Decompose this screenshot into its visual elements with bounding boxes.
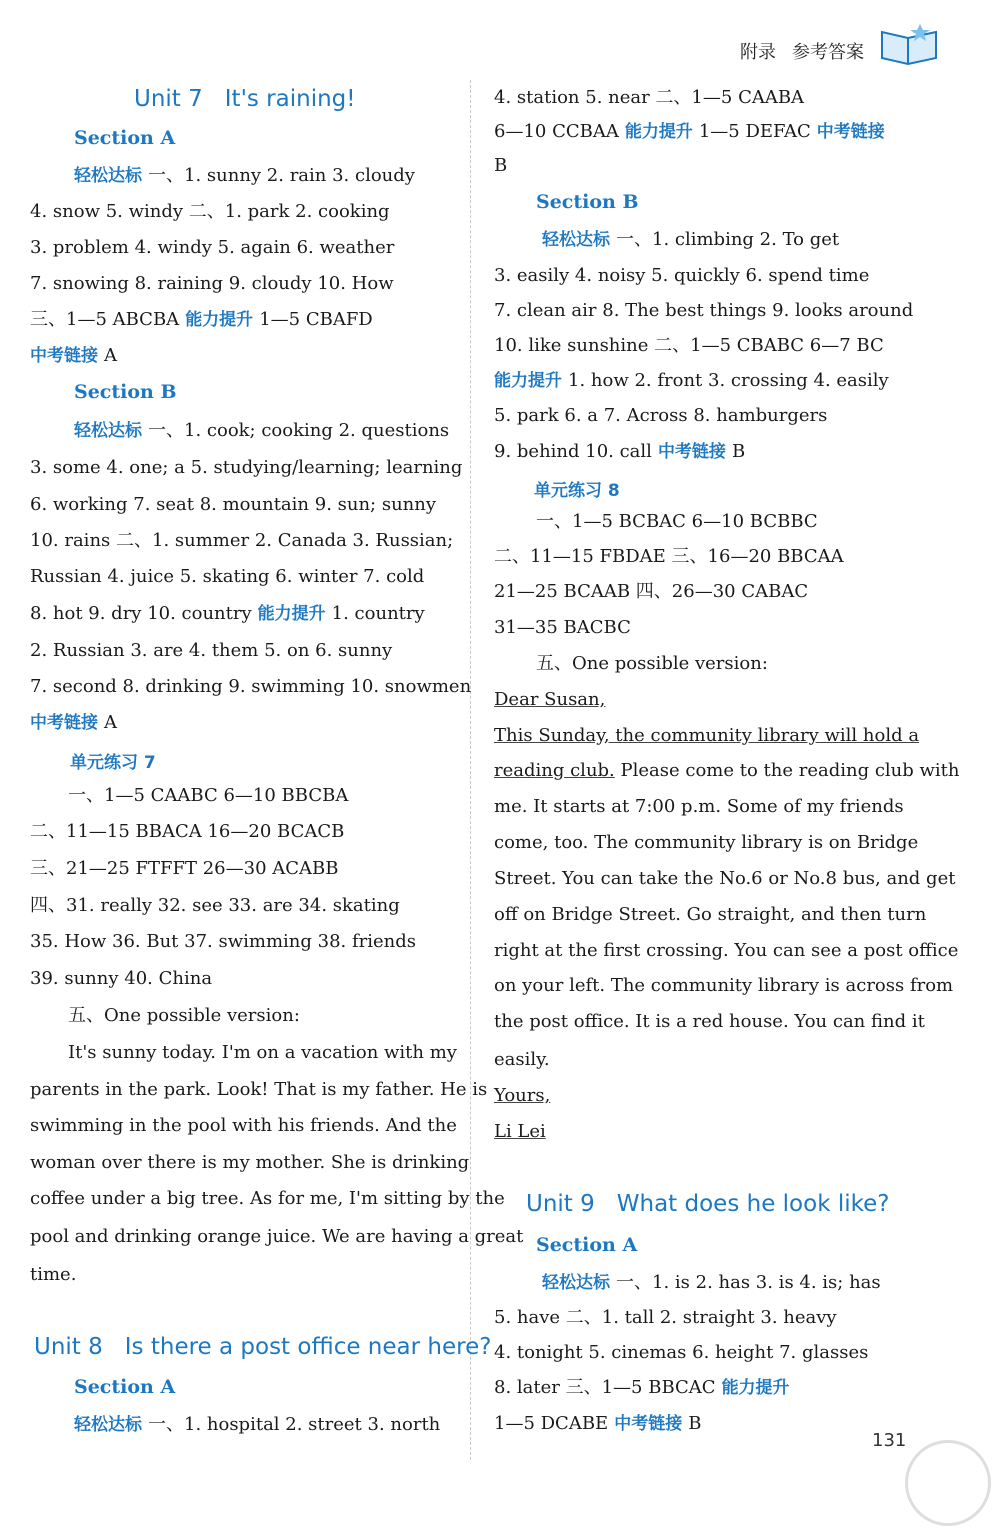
letter-line: me. It starts at 7:00 p.m. Some of my friends [494, 796, 904, 817]
unit7-essay-line: time. [30, 1264, 77, 1285]
unit8-p-line3: 21—25 BCAAB 四、26—30 CABAC [494, 581, 809, 602]
unit7-p-line6: 39. sunny 40. China [30, 968, 213, 989]
unit8-b-line2: 3. easily 4. noisy 5. quickly 6. spend time [494, 265, 870, 286]
unit7-a-line6: 中考链接 A [30, 345, 117, 366]
letter-closing: Yours, [494, 1085, 551, 1106]
header-appendix: 附录 [740, 42, 776, 63]
unit9-section-a-heading: Section A [536, 1234, 638, 1256]
letter-line: This Sunday, the community library will hold a [494, 725, 920, 746]
unit9-a-line3: 4. tonight 5. cinemas 6. height 7. glasses [494, 1342, 869, 1363]
unit7-practice-heading: 单元练习 7 [70, 753, 156, 773]
open-book-icon [878, 18, 940, 68]
unit8-b-line6: 5. park 6. a 7. Across 8. hamburgers [494, 405, 828, 426]
unit8-p-line1: 一、1—5 BCBAC 6—10 BCBBC [536, 511, 818, 532]
unit9-title: Unit 9 What does he look like? [526, 1191, 890, 1217]
unit7-a-line1: 轻松达标 一、1. sunny 2. rain 3. cloudy [74, 165, 415, 186]
unit8-p-line4: 31—35 BACBC [494, 617, 631, 638]
unit7-b-line2: 3. some 4. one; a 5. studying/learning; learning [30, 457, 463, 478]
unit7-p-line3: 三、21—25 FTFFT 26—30 ACABB [30, 858, 339, 879]
unit8-section-b-heading: Section B [536, 191, 639, 213]
unit7-b-line5: Russian 4. juice 5. skating 6. winter 7. cold [30, 566, 425, 587]
letter-line: easily. [494, 1049, 550, 1070]
letter-line: come, too. The community library is on Bridge [494, 832, 919, 853]
unit7-title: Unit 7 It's raining! [134, 86, 356, 112]
column-divider [470, 80, 471, 1460]
unit7-a-line3: 3. problem 4. windy 5. again 6. weather [30, 237, 395, 258]
unit7-essay-line: pool and drinking orange juice. We are having a great [30, 1226, 524, 1247]
unit8-b-line4: 10. like sunshine 二、1—5 CBABC 6—7 BC [494, 335, 884, 356]
unit8-title: Unit 8 Is there a post office near here? [34, 1334, 492, 1360]
unit7-a-line4: 7. snowing 8. raining 9. cloudy 10. How [30, 273, 394, 294]
unit8-a-line1: 轻松达标 一、1. hospital 2. street 3. north [74, 1414, 441, 1435]
unit7-a-line5: 三、1—5 ABCBA 能力提升 1—5 CBAFD [30, 309, 373, 330]
letter-line: off on Bridge Street. Go straight, and then turn [494, 904, 927, 925]
page-header [740, 38, 864, 64]
unit8-b-line7: 9. behind 10. call 中考链接 B [494, 441, 746, 462]
unit8-b-line3: 7. clean air 8. The best things 9. looks around [494, 300, 914, 321]
unit9-a-line4: 8. later 三、1—5 BBCAC 能力提升 [494, 1377, 790, 1398]
letter-line: Street. You can take the No.6 or No.8 bus, and get [494, 868, 956, 889]
unit8-practice-heading: 单元练习 8 [534, 481, 620, 501]
page-number: 131 [872, 1430, 907, 1451]
letter-line: the post office. It is a red house. You can find it [494, 1011, 925, 1032]
unit9-a-line2: 5. have 二、1. tall 2. straight 3. heavy [494, 1307, 837, 1328]
unit7-section-b-heading: Section B [74, 381, 177, 403]
letter-greeting: Dear Susan, [494, 689, 606, 710]
unit8-section-a-heading: Section A [74, 1376, 176, 1398]
letter-line: on your left. The community library is across from [494, 975, 954, 996]
watermark-logo [905, 1440, 991, 1526]
unit9-a-line1: 轻松达标 一、1. is 2. has 3. is 4. is; has [542, 1272, 881, 1293]
unit7-essay-line: It's sunny today. I'm on a vacation with my [68, 1042, 457, 1063]
unit7-section-a-heading: Section A [74, 127, 176, 149]
unit7-a-line2: 4. snow 5. windy 二、1. park 2. cooking [30, 201, 390, 222]
letter-line: reading club. Please come to the reading club with [494, 760, 960, 781]
unit7-b-line7: 2. Russian 3. are 4. them 5. on 6. sunny [30, 640, 393, 661]
unit7-b-line8: 7. second 8. drinking 9. swimming 10. snowmen [30, 676, 472, 697]
unit8-a-line4: B [494, 155, 508, 176]
unit8-b-line5: 能力提升 1. how 2. front 3. crossing 4. easily [494, 370, 889, 391]
unit7-essay-line: coffee under a big tree. As for me, I'm sitting by the [30, 1188, 505, 1209]
unit9-a-line5: 1—5 DCABE 中考链接 B [494, 1413, 702, 1434]
unit7-b-line3: 6. working 7. seat 8. mountain 9. sun; sunny [30, 494, 437, 515]
unit7-p-line5: 35. How 36. But 37. swimming 38. friends [30, 931, 416, 952]
unit7-p-line4: 四、31. really 32. see 33. are 34. skating [30, 895, 400, 916]
unit8-p-line5: 五、One possible version: [536, 653, 768, 674]
unit7-essay-line: parents in the park. Look! That is my father. He is [30, 1079, 488, 1100]
unit7-p-line7: 五、One possible version: [68, 1005, 300, 1026]
unit7-p-line1: 一、1—5 CAABC 6—10 BBCBA [68, 785, 349, 806]
unit7-b-line4: 10. rains 二、1. summer 2. Canada 3. Russian; [30, 530, 454, 551]
unit8-a-line3: 6—10 CCBAA 能力提升 1—5 DEFAC 中考链接 [494, 121, 885, 142]
unit8-b-line1: 轻松达标 一、1. climbing 2. To get [542, 229, 840, 250]
unit8-a-line2: 4. station 5. near 二、1—5 CAABA [494, 87, 805, 108]
letter-line: right at the first crossing. You can see a post office [494, 940, 959, 961]
unit8-p-line2: 二、11—15 FBDAE 三、16—20 BBCAA [494, 546, 844, 567]
letter-signature: Li Lei [494, 1121, 546, 1142]
unit7-p-line2: 二、11—15 BBACA 16—20 BCACB [30, 821, 345, 842]
unit7-b-line1: 轻松达标 一、1. cook; cooking 2. questions [74, 420, 450, 441]
unit7-b-line9: 中考链接 A [30, 712, 117, 733]
unit7-essay-line: woman over there is my mother. She is drinking [30, 1152, 470, 1173]
header-answers: 参考答案 [792, 42, 864, 63]
unit7-b-line6: 8. hot 9. dry 10. country 能力提升 1. country [30, 603, 425, 624]
unit7-essay-line: swimming in the pool with his friends. And the [30, 1115, 457, 1136]
